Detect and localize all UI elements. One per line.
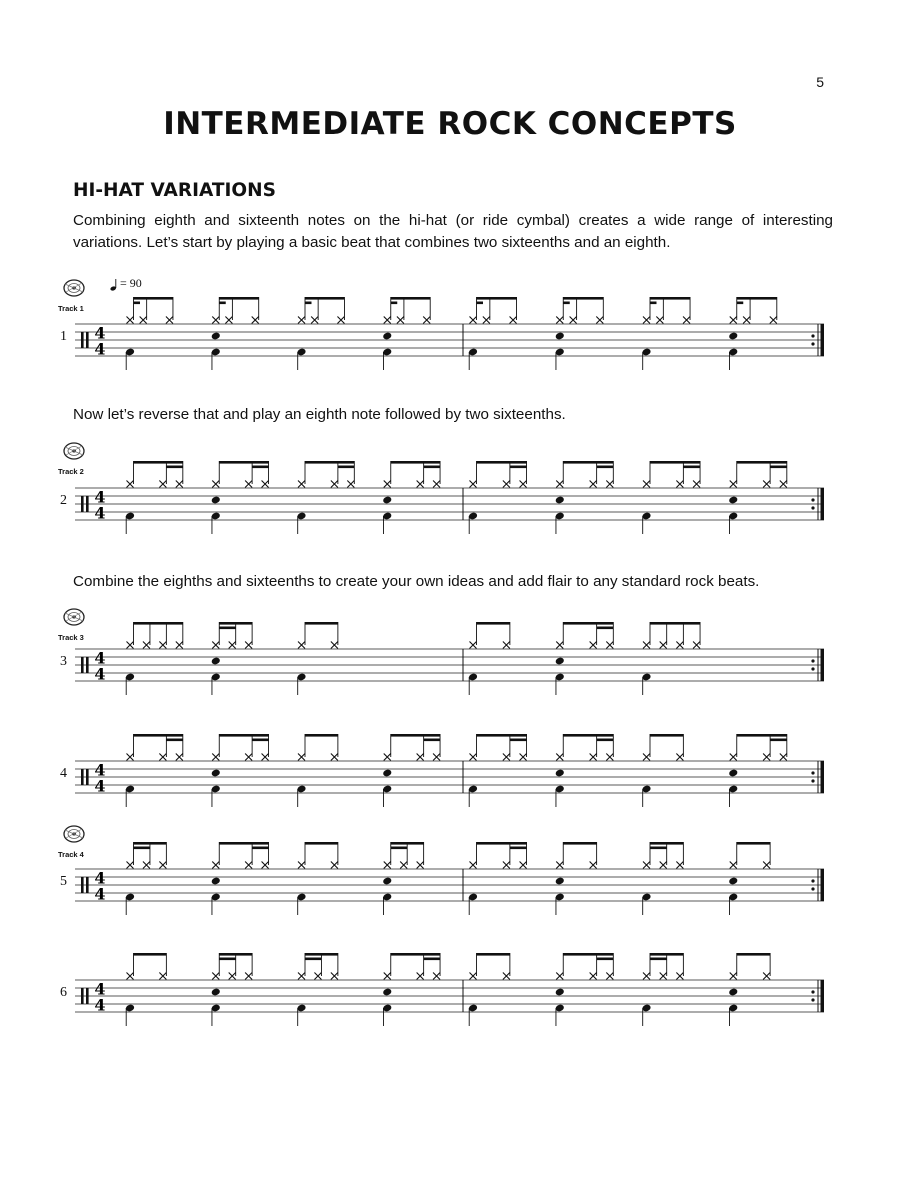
hihat-note xyxy=(556,754,563,761)
barline xyxy=(821,324,825,356)
hihat-note xyxy=(166,317,173,324)
note-beam xyxy=(305,297,344,300)
hihat-note xyxy=(331,973,338,980)
hihat-note xyxy=(245,754,252,761)
note-beam xyxy=(563,734,613,737)
snare-note xyxy=(211,496,221,505)
note-beam xyxy=(650,953,683,956)
snare-note xyxy=(211,332,221,341)
note-beam xyxy=(424,739,440,742)
hihat-note xyxy=(143,642,150,649)
time-signature: 4 xyxy=(94,339,106,359)
track-label: Track 3 xyxy=(58,633,84,642)
time-signature: 4 xyxy=(94,664,106,684)
intro-paragraph: Combining eighth and sixteenth notes on the hi-hat (or ride cymbal) creates a wide range of interesting variations. Let’s start by playing a basic beat that combines two sixteenths and an eighth. xyxy=(73,212,833,251)
hihat-note xyxy=(556,317,563,324)
hihat-note xyxy=(503,862,510,869)
note-beam xyxy=(424,466,440,469)
hihat-note xyxy=(763,973,770,980)
note-beam xyxy=(252,466,268,469)
hihat-note xyxy=(212,862,219,869)
hihat-note xyxy=(770,317,777,324)
track-label: Track 2 xyxy=(58,467,84,476)
hihat-note xyxy=(643,754,650,761)
hihat-note xyxy=(311,317,318,324)
page-number: 5 xyxy=(816,74,824,90)
barline xyxy=(821,649,825,681)
hihat-note xyxy=(417,973,424,980)
repeat-dot xyxy=(811,659,814,662)
hihat-note xyxy=(606,481,613,488)
note-beam xyxy=(477,302,484,305)
note-beam xyxy=(219,622,252,625)
hihat-note xyxy=(262,754,269,761)
hihat-note xyxy=(159,862,166,869)
hihat-note xyxy=(643,973,650,980)
repeat-dot xyxy=(811,498,814,501)
hihat-note xyxy=(470,642,477,649)
note-beam xyxy=(770,739,787,742)
percussion-clef xyxy=(86,657,89,673)
hihat-note xyxy=(656,317,663,324)
hihat-note xyxy=(570,317,577,324)
hihat-note xyxy=(245,973,252,980)
percussion-clef xyxy=(81,496,84,512)
note-beam xyxy=(134,297,173,300)
percussion-clef xyxy=(81,877,84,893)
example-number: 3 xyxy=(60,654,67,669)
note-beam xyxy=(305,734,338,737)
note-beam xyxy=(305,622,338,625)
snare-note xyxy=(382,988,392,997)
percussion-clef xyxy=(81,657,84,673)
hihat-note xyxy=(140,317,147,324)
hihat-note xyxy=(331,862,338,869)
note-beam xyxy=(563,953,613,956)
note-beam xyxy=(166,739,182,742)
drum-staff xyxy=(75,280,830,375)
example-number: 1 xyxy=(60,329,67,344)
hihat-note xyxy=(331,481,338,488)
hihat-note xyxy=(503,481,510,488)
hihat-note xyxy=(606,973,613,980)
time-signature: 4 xyxy=(94,868,106,888)
hihat-note xyxy=(520,754,527,761)
repeat-dot xyxy=(811,506,814,509)
snare-note xyxy=(382,769,392,778)
hihat-note xyxy=(660,642,667,649)
hihat-note xyxy=(384,973,391,980)
note-beam xyxy=(134,302,141,305)
hihat-note xyxy=(520,481,527,488)
note-beam xyxy=(166,466,182,469)
hihat-note xyxy=(176,754,183,761)
hihat-note xyxy=(127,481,134,488)
note-beam xyxy=(134,622,183,625)
hihat-note xyxy=(298,481,305,488)
example-number: 4 xyxy=(60,766,67,781)
hihat-note xyxy=(660,862,667,869)
time-signature: 4 xyxy=(94,760,106,780)
hihat-note xyxy=(590,642,597,649)
snare-note xyxy=(728,877,738,886)
hihat-note xyxy=(331,642,338,649)
hihat-note xyxy=(590,973,597,980)
hihat-note xyxy=(763,754,770,761)
note-beam xyxy=(477,842,527,845)
hihat-note xyxy=(252,317,259,324)
hihat-note xyxy=(660,973,667,980)
hihat-note xyxy=(433,754,440,761)
note-beam xyxy=(477,461,527,464)
note-beam xyxy=(737,461,787,464)
percussion-clef xyxy=(86,769,89,785)
note-beam xyxy=(563,297,603,300)
section-heading: HI-HAT VARIATIONS xyxy=(73,180,276,201)
hihat-note xyxy=(433,973,440,980)
note-beam xyxy=(391,461,440,464)
repeat-dot xyxy=(811,667,814,670)
percussion-clef xyxy=(86,877,89,893)
time-signature: 4 xyxy=(94,979,106,999)
time-signature: 4 xyxy=(94,648,106,668)
hihat-note xyxy=(470,862,477,869)
hihat-note xyxy=(606,754,613,761)
note-beam xyxy=(219,627,235,630)
hihat-note xyxy=(229,642,236,649)
hihat-note xyxy=(417,754,424,761)
hihat-note xyxy=(298,317,305,324)
hihat-note xyxy=(693,642,700,649)
barline xyxy=(821,488,825,520)
hihat-note xyxy=(676,862,683,869)
hihat-note xyxy=(245,481,252,488)
time-signature: 4 xyxy=(94,323,106,343)
drum-staff xyxy=(75,717,830,812)
hihat-note xyxy=(556,642,563,649)
hihat-note xyxy=(503,973,510,980)
hihat-note xyxy=(212,754,219,761)
note-beam xyxy=(650,302,657,305)
note-beam xyxy=(597,627,614,630)
hihat-note xyxy=(693,481,700,488)
hihat-note xyxy=(384,317,391,324)
hihat-note xyxy=(225,317,232,324)
hihat-note xyxy=(176,642,183,649)
note-beam xyxy=(563,842,596,845)
hihat-note xyxy=(470,481,477,488)
note-beam xyxy=(650,622,700,625)
snare-note xyxy=(728,988,738,997)
hihat-note xyxy=(676,642,683,649)
time-signature: 4 xyxy=(94,995,106,1015)
note-beam xyxy=(338,466,354,469)
note-beam xyxy=(134,842,167,845)
snare-note xyxy=(382,877,392,886)
hihat-note xyxy=(229,973,236,980)
hihat-note xyxy=(159,642,166,649)
note-beam xyxy=(597,958,614,961)
hihat-note xyxy=(676,973,683,980)
snare-note xyxy=(211,988,221,997)
drum-staff xyxy=(75,605,830,700)
track-label: Track 4 xyxy=(58,850,84,859)
hihat-note xyxy=(643,862,650,869)
note-beam xyxy=(134,847,150,850)
hihat-note xyxy=(298,862,305,869)
hihat-note xyxy=(556,481,563,488)
snare-note xyxy=(728,496,738,505)
time-signature: 4 xyxy=(94,884,106,904)
snare-note xyxy=(211,877,221,886)
hihat-note xyxy=(143,862,150,869)
hihat-note xyxy=(556,862,563,869)
note-beam xyxy=(597,466,614,469)
repeat-dot xyxy=(811,998,814,1001)
snare-note xyxy=(555,877,565,886)
note-beam xyxy=(134,461,183,464)
time-signature: 4 xyxy=(94,487,106,507)
hihat-note xyxy=(331,754,338,761)
repeat-dot xyxy=(811,990,814,993)
drum-staff xyxy=(75,936,830,1031)
hihat-note xyxy=(298,642,305,649)
hihat-note xyxy=(314,973,321,980)
note-beam xyxy=(737,302,744,305)
note-beam xyxy=(477,622,510,625)
barline xyxy=(821,980,825,1012)
snare-note xyxy=(555,769,565,778)
note-beam xyxy=(770,466,787,469)
hihat-note xyxy=(433,481,440,488)
snare-note xyxy=(211,657,221,666)
hihat-note xyxy=(730,317,737,324)
track-label: Track 1 xyxy=(58,304,84,313)
reverse-paragraph: Now let’s reverse that and play an eighth note followed by two sixteenths. xyxy=(73,406,566,423)
hihat-note xyxy=(470,754,477,761)
hihat-note xyxy=(245,862,252,869)
note-beam xyxy=(510,847,527,850)
note-beam xyxy=(477,297,517,300)
snare-note xyxy=(728,332,738,341)
hihat-note xyxy=(730,862,737,869)
hihat-note xyxy=(298,973,305,980)
note-beam xyxy=(305,958,321,961)
note-beam xyxy=(737,297,777,300)
note-beam xyxy=(563,622,613,625)
snare-note xyxy=(555,496,565,505)
note-beam xyxy=(510,739,527,742)
note-beam xyxy=(477,734,527,737)
hihat-note xyxy=(384,481,391,488)
percussion-clef xyxy=(86,988,89,1004)
repeat-dot xyxy=(811,334,814,337)
hihat-note xyxy=(212,642,219,649)
note-beam xyxy=(737,842,770,845)
example-number: 5 xyxy=(60,874,67,889)
hihat-note xyxy=(397,317,404,324)
hihat-note xyxy=(127,754,134,761)
note-beam xyxy=(305,953,338,956)
hihat-note xyxy=(676,481,683,488)
note-beam xyxy=(391,302,398,305)
repeat-dot xyxy=(811,879,814,882)
combine-paragraph: Combine the eighths and sixteenths to create your own ideas and add flair to any standard rock beats. xyxy=(73,573,760,590)
hihat-note xyxy=(503,754,510,761)
note-beam xyxy=(650,958,667,961)
hihat-note xyxy=(590,754,597,761)
time-signature: 4 xyxy=(94,503,106,523)
note-beam xyxy=(219,842,268,845)
note-beam xyxy=(134,953,167,956)
percussion-clef xyxy=(86,496,89,512)
hihat-note xyxy=(127,862,134,869)
repeat-dot xyxy=(811,771,814,774)
note-beam xyxy=(391,847,407,850)
percussion-clef xyxy=(81,332,84,348)
hihat-note xyxy=(417,481,424,488)
snare-note xyxy=(555,657,565,666)
snare-note xyxy=(382,332,392,341)
hihat-note xyxy=(159,973,166,980)
page-title: INTERMEDIATE ROCK CONCEPTS xyxy=(163,106,737,142)
hihat-note xyxy=(483,317,490,324)
note-beam xyxy=(219,302,226,305)
note-beam xyxy=(252,739,268,742)
hihat-note xyxy=(245,642,252,649)
note-beam xyxy=(650,297,690,300)
note-beam xyxy=(510,466,527,469)
hihat-note xyxy=(298,754,305,761)
note-beam xyxy=(219,958,235,961)
hihat-note xyxy=(212,481,219,488)
note-beam xyxy=(391,842,424,845)
hihat-note xyxy=(606,642,613,649)
note-beam xyxy=(305,461,354,464)
hihat-note xyxy=(763,481,770,488)
repeat-dot xyxy=(811,779,814,782)
tempo-marking: = 90 xyxy=(120,276,142,290)
note-beam xyxy=(391,297,430,300)
note-beam xyxy=(391,734,440,737)
example-number: 2 xyxy=(60,493,67,508)
note-beam xyxy=(563,461,613,464)
hihat-note xyxy=(503,642,510,649)
note-beam xyxy=(134,734,183,737)
hihat-note xyxy=(384,754,391,761)
hihat-note xyxy=(556,973,563,980)
hihat-note xyxy=(730,973,737,980)
note-beam xyxy=(683,466,700,469)
note-beam xyxy=(391,953,440,956)
hihat-note xyxy=(743,317,750,324)
note-beam xyxy=(305,842,338,845)
hihat-note xyxy=(643,481,650,488)
percussion-clef xyxy=(81,769,84,785)
hihat-note xyxy=(683,317,690,324)
note-beam xyxy=(650,842,683,845)
hihat-note xyxy=(384,862,391,869)
hihat-note xyxy=(212,317,219,324)
note-beam xyxy=(477,953,510,956)
note-beam xyxy=(219,297,258,300)
hihat-note xyxy=(127,642,134,649)
snare-note xyxy=(728,769,738,778)
note-beam xyxy=(424,958,440,961)
hihat-note xyxy=(262,481,269,488)
hihat-note xyxy=(590,481,597,488)
hihat-note xyxy=(470,973,477,980)
hihat-note xyxy=(337,317,344,324)
note-beam xyxy=(305,302,312,305)
hihat-note xyxy=(470,317,477,324)
hihat-note xyxy=(176,481,183,488)
drum-staff xyxy=(75,825,830,920)
note-beam xyxy=(737,734,787,737)
hihat-note xyxy=(643,317,650,324)
hihat-note xyxy=(347,481,354,488)
repeat-dot xyxy=(811,887,814,890)
percussion-clef xyxy=(86,332,89,348)
percussion-clef xyxy=(81,988,84,1004)
note-beam xyxy=(650,461,700,464)
hihat-note xyxy=(520,862,527,869)
note-beam xyxy=(597,739,614,742)
hihat-note xyxy=(780,754,787,761)
drum-staff xyxy=(75,444,830,539)
hihat-note xyxy=(159,754,166,761)
time-signature: 4 xyxy=(94,776,106,796)
repeat-dot xyxy=(811,342,814,345)
hihat-note xyxy=(730,754,737,761)
hihat-note xyxy=(400,862,407,869)
note-beam xyxy=(650,734,683,737)
note-beam xyxy=(219,953,252,956)
hihat-note xyxy=(596,317,603,324)
hihat-note xyxy=(510,317,517,324)
hihat-note xyxy=(417,862,424,869)
hihat-note xyxy=(730,481,737,488)
hihat-note xyxy=(262,862,269,869)
hihat-note xyxy=(159,481,166,488)
note-beam xyxy=(737,953,770,956)
hihat-note xyxy=(676,754,683,761)
note-beam xyxy=(252,847,268,850)
snare-note xyxy=(555,988,565,997)
hihat-note xyxy=(643,642,650,649)
hihat-note xyxy=(127,317,134,324)
hihat-note xyxy=(590,862,597,869)
note-beam xyxy=(219,461,268,464)
hihat-note xyxy=(423,317,430,324)
example-number: 6 xyxy=(60,985,67,1000)
note-beam xyxy=(650,847,667,850)
note-beam xyxy=(563,302,570,305)
hihat-note xyxy=(763,862,770,869)
hihat-note xyxy=(212,973,219,980)
note-beam xyxy=(219,734,268,737)
snare-note xyxy=(555,332,565,341)
snare-note xyxy=(211,769,221,778)
hihat-note xyxy=(127,973,134,980)
hihat-note xyxy=(780,481,787,488)
barline xyxy=(821,761,825,793)
snare-note xyxy=(382,496,392,505)
barline xyxy=(821,869,825,901)
